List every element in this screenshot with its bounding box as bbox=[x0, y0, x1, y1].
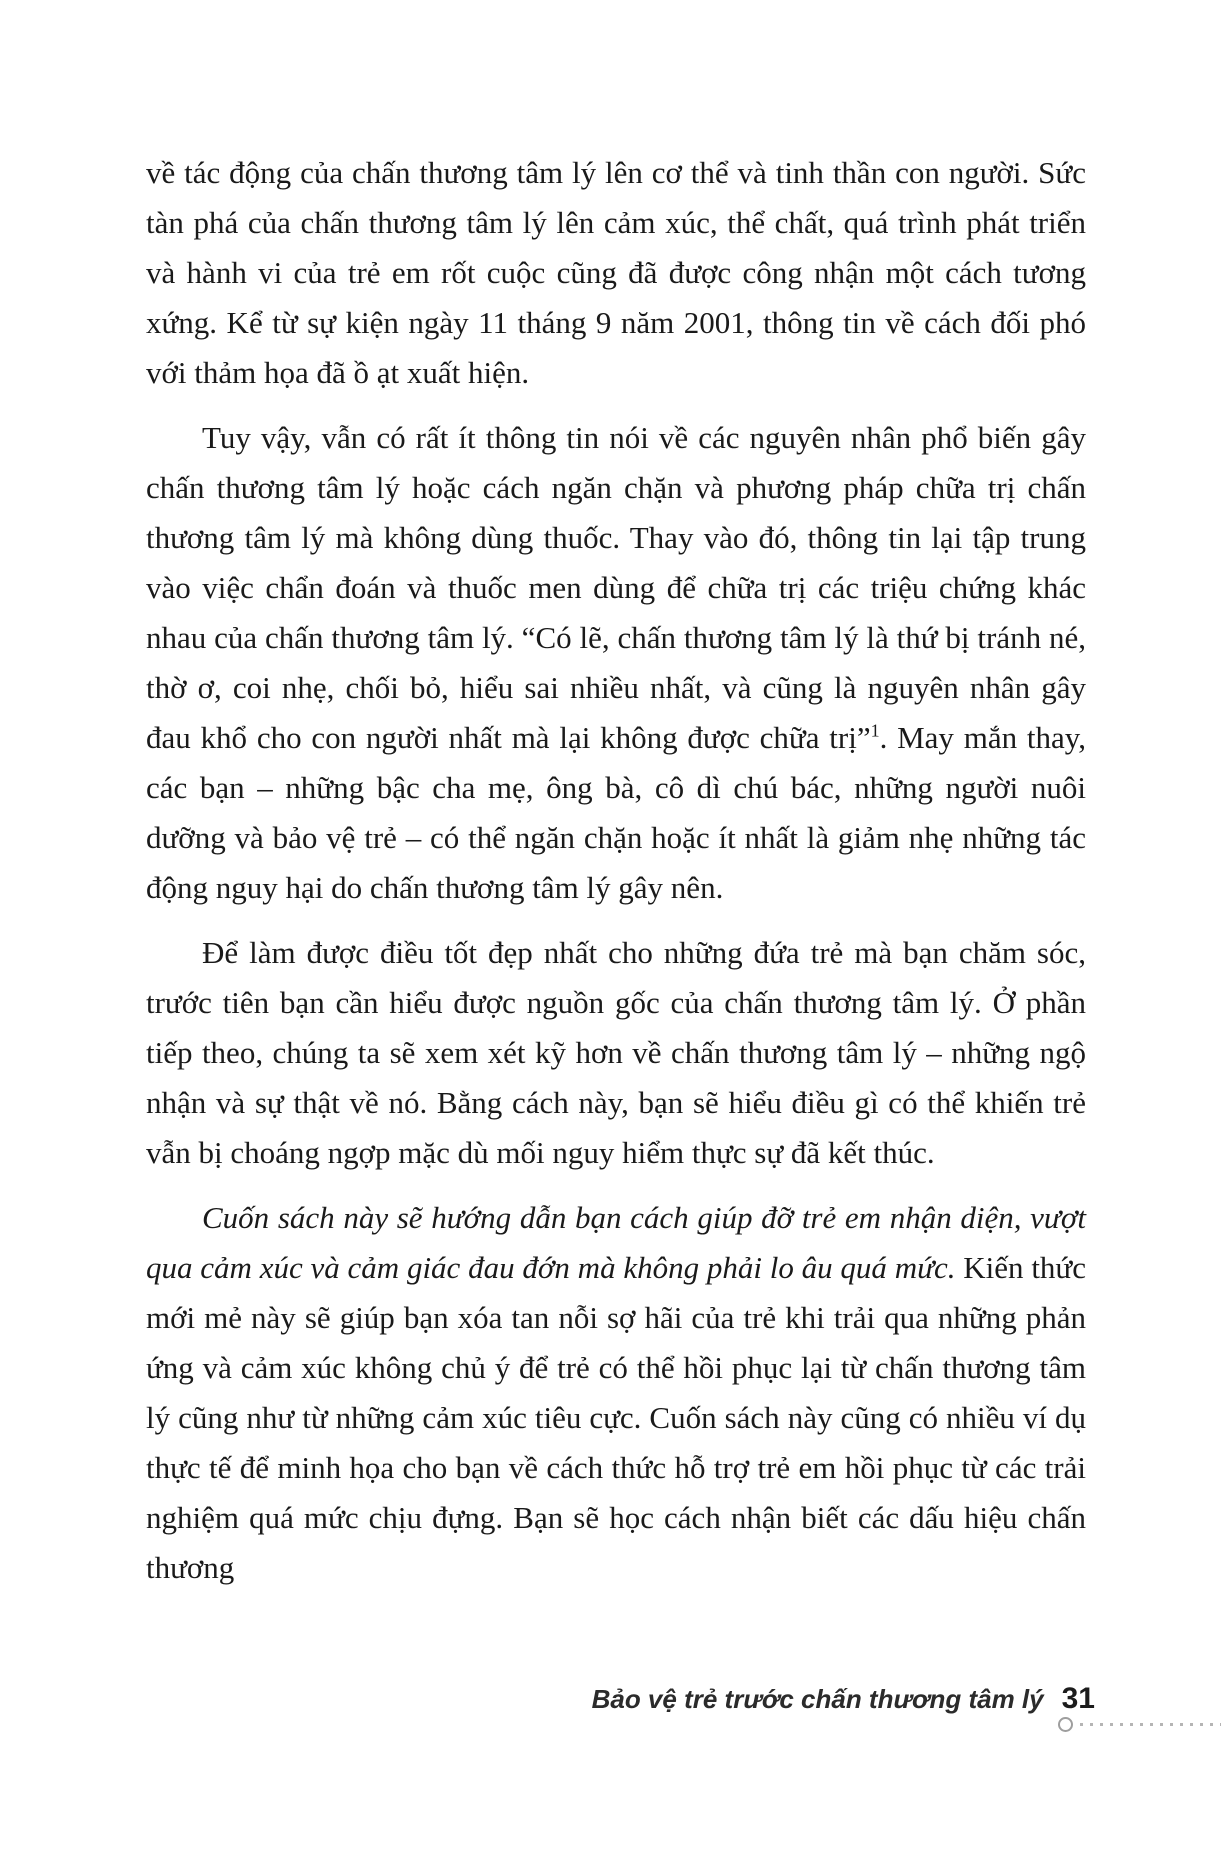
page-number: 31 bbox=[1061, 1682, 1095, 1715]
dotted-rule bbox=[1080, 1723, 1221, 1726]
page-footer bbox=[592, 1682, 1095, 1716]
footnote-reference: 1 bbox=[870, 720, 880, 741]
running-title: Bảo vệ trẻ trước chấn thương tâm lý bbox=[591, 1684, 1044, 1714]
circle-marker-icon bbox=[1058, 1717, 1073, 1732]
paragraph-4-italic-lead: Cuốn sách này sẽ hướng dẫn bạn cách giúp đỡ trẻ em nhận diện, vượt qua cảm xúc và cảm giác đau đớn mà không phải lo âu quá mức. bbox=[146, 1200, 1086, 1285]
body-paragraph-2 bbox=[146, 413, 1086, 913]
body-paragraph-1: về tác động của chấn thương tâm lý lên cơ thể và tinh thần con người. Sức tàn phá của chấn thương tâm lý lên cảm xúc, thể chất, quá trình phát triển và hành vi của trẻ em rốt cuộc cũng đã được công nhận một cách tương xứng. Kể từ sự kiện ngày 11 tháng 9 năm 2001, thông tin về cách đối phó với thảm họa đã ồ ạt xuất hiện. bbox=[146, 155, 1086, 390]
paragraph-4-regular-text: Kiến thức mới mẻ này sẽ giúp bạn xóa tan nỗi sợ hãi của trẻ khi trải qua những phản ứng và cảm xúc không chủ ý để trẻ có thể hồi phục lại từ chấn thương tâm lý cũng như từ những cảm xúc tiêu cực. Cuốn sách này cũng có nhiều ví dụ thực tế để minh họa cho bạn về cách thức hỗ trợ trẻ em hồi phục từ các trải nghiệm quá mức chịu đựng. Bạn sẽ học cách nhận biết các dấu hiệu chấn thương bbox=[146, 1250, 1086, 1585]
body-text-block bbox=[146, 148, 1086, 1593]
footer-decoration bbox=[1058, 1716, 1221, 1732]
body-paragraph-4 bbox=[146, 1193, 1086, 1593]
paragraph-2-continuation: . May mắn thay, các bạn – những bậc cha mẹ, ông bà, cô dì chú bác, những người nuôi dưỡng và bảo vệ trẻ – có thể ngăn chặn hoặc ít nhất là giảm nhẹ những tác động nguy hại do chấn thương tâm lý gây nên. bbox=[146, 720, 1086, 905]
paragraph-2-text: Tuy vậy, vẫn có rất ít thông tin nói về các nguyên nhân phổ biến gây chấn thương tâm lý hoặc cách ngăn chặn và phương pháp chữa trị chấn thương tâm lý mà không dùng thuốc. Thay vào đó, thông tin lại tập trung vào việc chẩn đoán và thuốc men dùng để chữa trị các triệu chứng khác nhau của chấn thương tâm lý. “Có lẽ, chấn thương tâm lý là thứ bị tránh né, thờ ơ, coi nhẹ, chối bỏ, hiểu sai nhiều nhất, và cũng là nguyên nhân gây đau khổ cho con người nhất mà lại không được chữa trị” bbox=[146, 420, 1086, 755]
body-paragraph-3: Để làm được điều tốt đẹp nhất cho những đứa trẻ mà bạn chăm sóc, trước tiên bạn cần hiểu được nguồn gốc của chấn thương tâm lý. Ở phần tiếp theo, chúng ta sẽ xem xét kỹ hơn về chấn thương tâm lý – những ngộ nhận và sự thật về nó. Bằng cách này, bạn sẽ hiểu điều gì có thể khiến trẻ vẫn bị choáng ngợp mặc dù mối nguy hiểm thực sự đã kết thúc. bbox=[146, 935, 1086, 1170]
